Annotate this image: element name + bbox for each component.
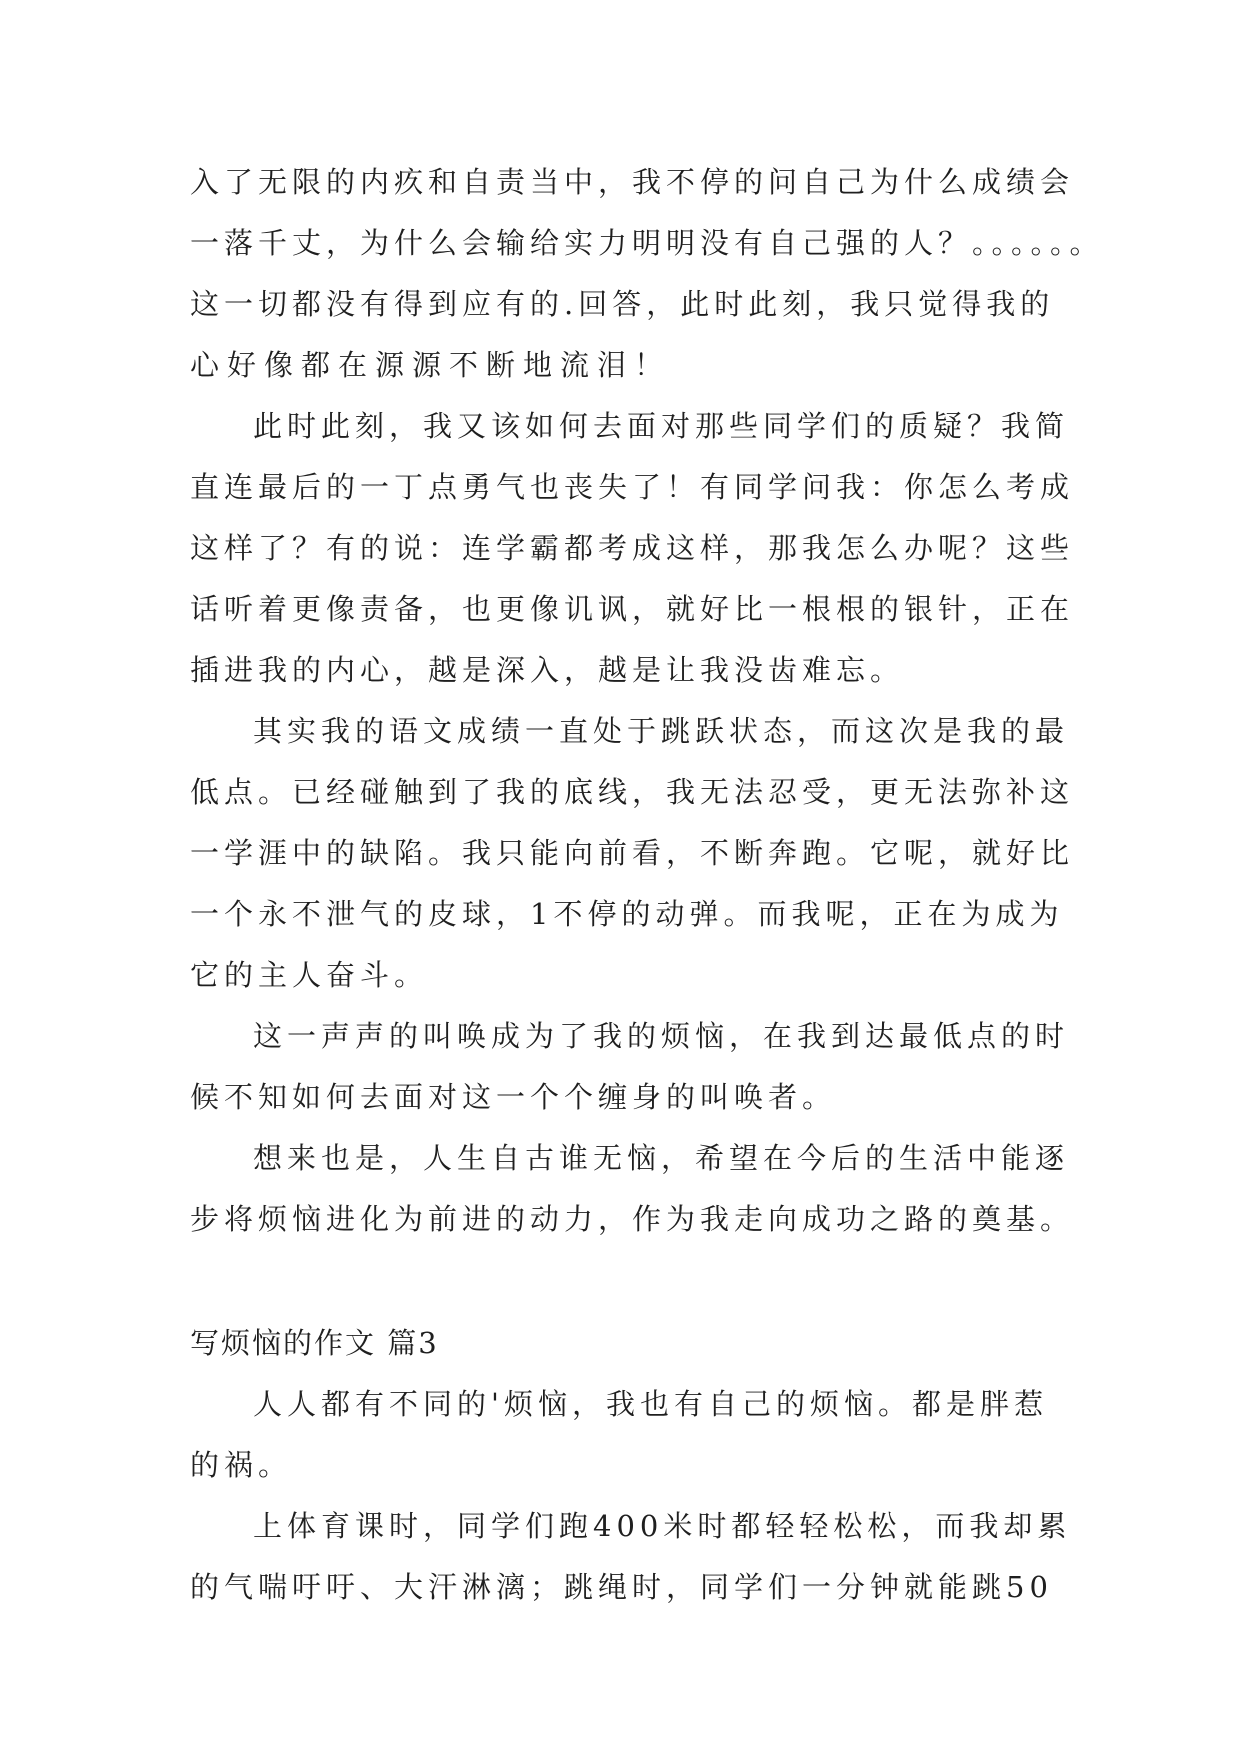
text-line: 入了无限的内疚和自责当中，我不停的问自己为什么成绩会 (190, 165, 1075, 199)
text-line: 它的主人奋斗。 (190, 958, 429, 992)
text-line: 心好像都在源源不断地流泪！ (190, 348, 672, 382)
paragraph-start-line: 其实我的语文成绩一直处于跳跃状态，而这次是我的最 (253, 714, 1070, 748)
text-line: 的气喘吁吁、大汗淋漓；跳绳时，同学们一分钟就能跳50 (190, 1570, 1053, 1604)
text-line: 插进我的内心，越是深入，越是让我没齿难忘。 (190, 653, 905, 687)
paragraph-start-line: 这一声声的叫唤成为了我的烦恼，在我到达最低点的时 (253, 1019, 1070, 1053)
paragraph-start-line: 想来也是，人生自古谁无恼，希望在今后的生活中能逐 (253, 1141, 1070, 1175)
paragraph-start-line: 人人都有不同的'烦恼，我也有自己的烦恼。都是胖惹 (253, 1387, 1048, 1421)
text-line: 候不知如何去面对这一个个缠身的叫唤者。 (190, 1080, 837, 1114)
document-page (190, 152, 1104, 1618)
section-heading: 写烦恼的作文 篇3 (190, 1326, 439, 1360)
text-line: 这一切都没有得到应有的.回答，此时此刻，我只觉得我的 (190, 287, 1055, 321)
text-line: 话听着更像责备，也更像讥讽，就好比一根根的银针，正在 (190, 592, 1075, 626)
text-line: 直连最后的一丁点勇气也丧失了！有同学问我：你怎么考成 (190, 470, 1075, 504)
text-line: 一学涯中的缺陷。我只能向前看，不断奔跑。它呢，就好比 (190, 836, 1075, 870)
paragraph-start-line: 上体育课时，同学们跑400米时都轻轻松松，而我却累 (253, 1509, 1072, 1543)
text-line: 一个永不泄气的皮球，1不停的动弹。而我呢，正在为成为 (190, 897, 1064, 931)
text-line: 低点。已经碰触到了我的底线，我无法忍受，更无法弥补这 (190, 775, 1075, 809)
text-line: 步将烦恼进化为前进的动力，作为我走向成功之路的奠基。 (190, 1202, 1075, 1236)
text-line: 一落千丈，为什么会输给实力明明没有自己强的人？。。。。。。 (190, 226, 1104, 260)
paragraph-start-line: 此时此刻，我又该如何去面对那些同学们的质疑？我简 (253, 409, 1070, 443)
section-spacer (190, 1250, 1070, 1312)
text-line: 的祸。 (190, 1448, 293, 1482)
text-line: 这样了？有的说：连学霸都考成这样，那我怎么办呢？这些 (190, 531, 1075, 565)
